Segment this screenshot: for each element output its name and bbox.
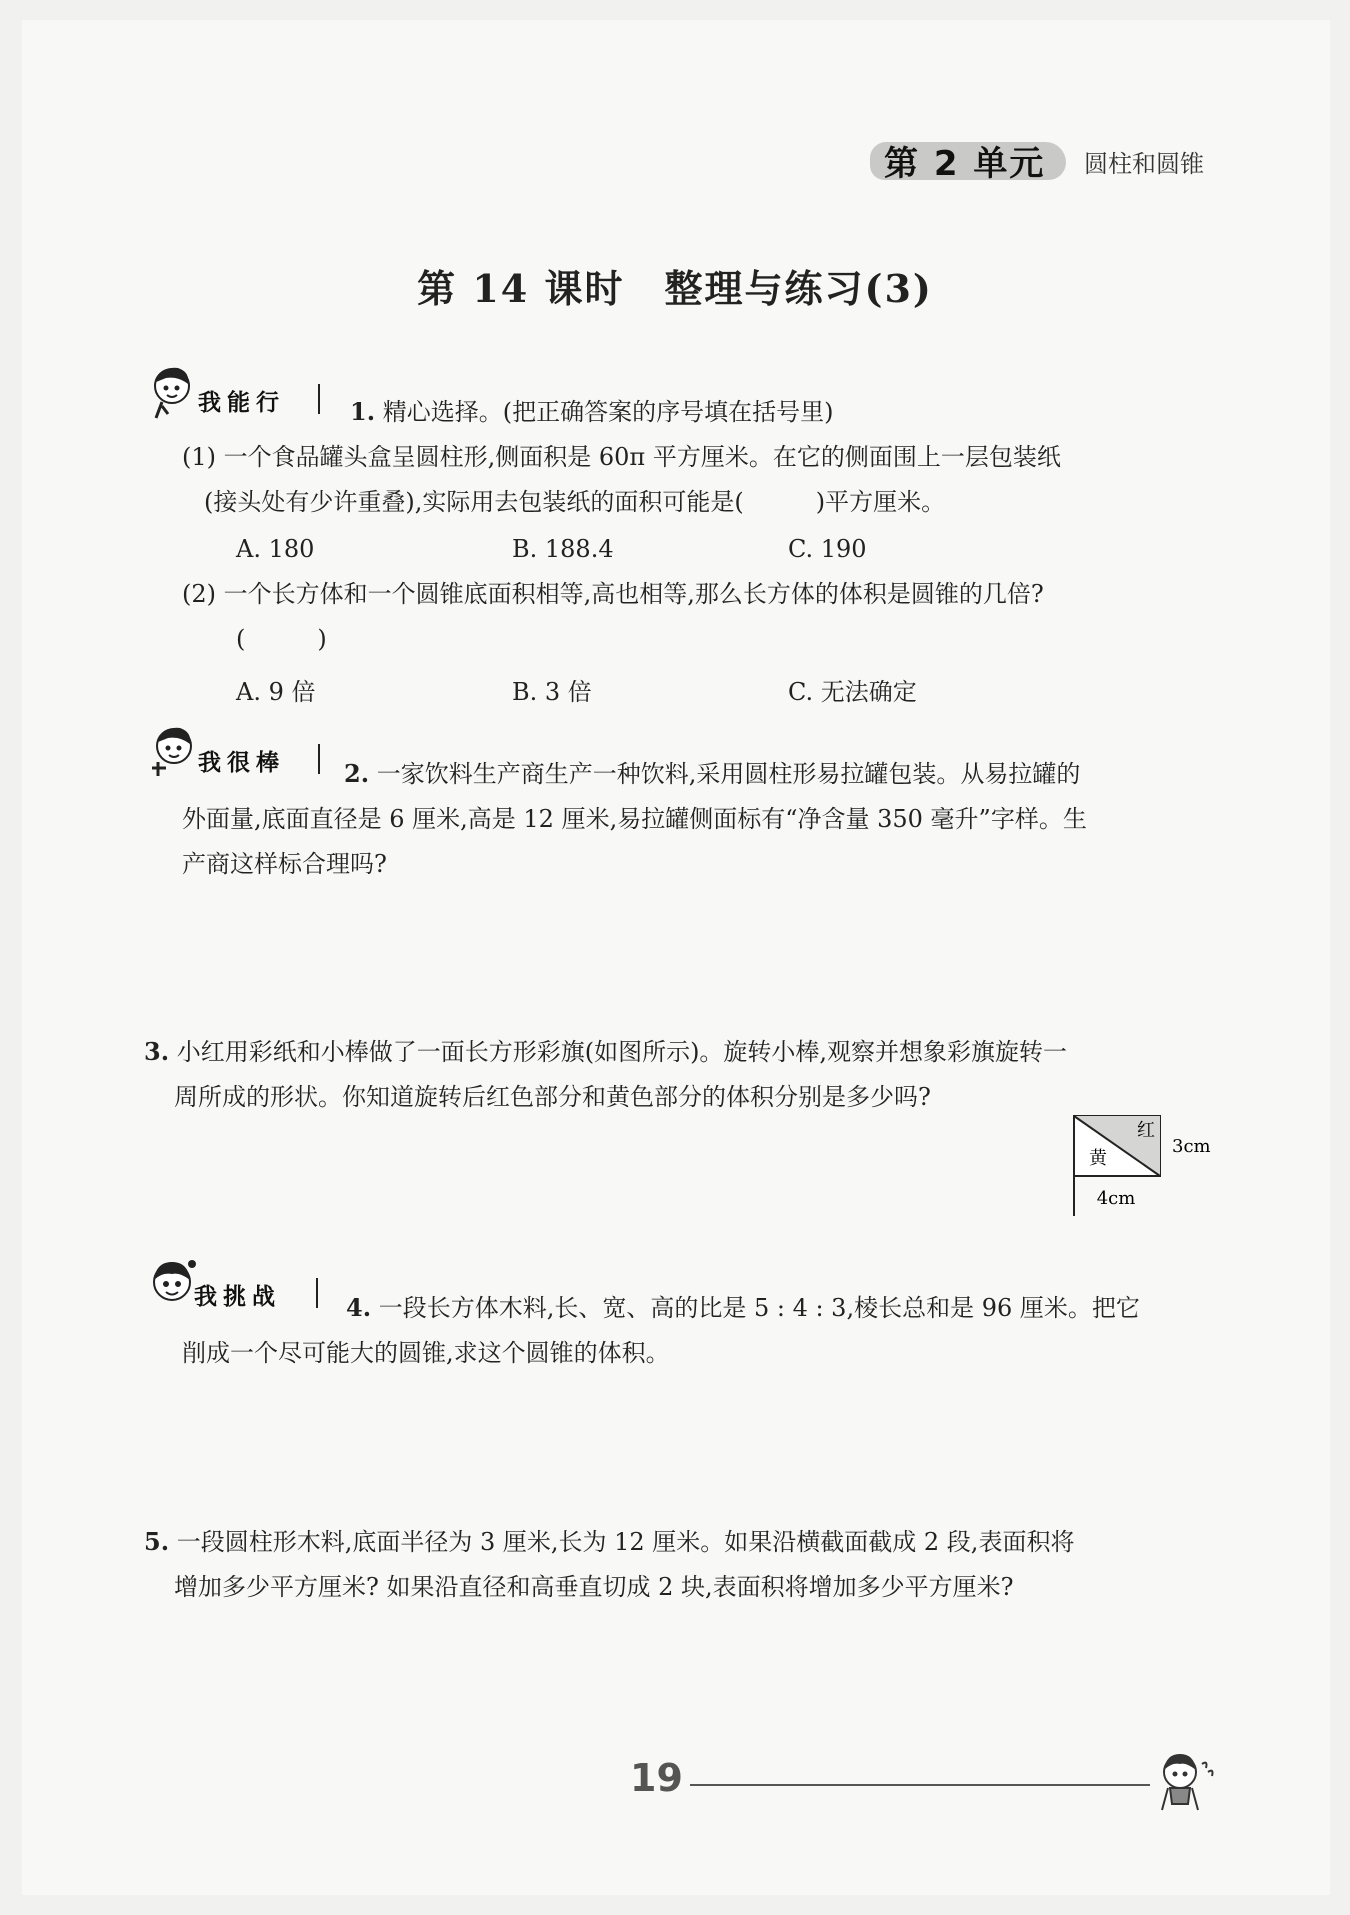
q2-text-line1: 一家饮料生产商生产一种饮料,采用圆柱形易拉罐包装。从易拉罐的 bbox=[376, 760, 1081, 788]
section-badge-great bbox=[148, 722, 328, 782]
q1-part1-option-b: B. 188.4 bbox=[512, 535, 614, 563]
q1-stem: 精心选择。(把正确答案的序号填在括号里) bbox=[382, 398, 834, 426]
lesson-title: 第 14 课时 整理与练习(3) bbox=[417, 266, 933, 311]
unit-subtitle: 圆柱和圆锥 bbox=[1084, 150, 1204, 178]
q5-line1 bbox=[144, 1520, 1074, 1564]
section-badge-challenge bbox=[144, 1256, 324, 1316]
flag-label-yellow: 黄 bbox=[1089, 1148, 1107, 1169]
q4-line1 bbox=[346, 1286, 1140, 1330]
flag-figure bbox=[1060, 1110, 1230, 1224]
q1-part2-option-a: A. 9 倍 bbox=[236, 678, 316, 706]
footer-mascot bbox=[1150, 1748, 1220, 1822]
q1-part2-option-b: B. 3 倍 bbox=[512, 678, 592, 706]
badge-divider bbox=[316, 1278, 318, 1308]
section-label-challenge: 我挑战 bbox=[194, 1284, 281, 1310]
flag-label-red: 红 bbox=[1137, 1120, 1155, 1141]
section-label-great: 我很棒 bbox=[198, 750, 285, 776]
flag-width-label: 4cm bbox=[1096, 1188, 1136, 1209]
section-badge-can-do bbox=[148, 362, 328, 422]
page-number: 19 bbox=[630, 1756, 683, 1800]
q5-line2: 增加多少平方厘米? 如果沿直径和高垂直切成 2 块,表面积将增加多少平方厘米? bbox=[174, 1573, 1014, 1601]
q4-number: 4. bbox=[346, 1293, 372, 1322]
q2-line2: 外面量,底面直径是 6 厘米,高是 12 厘米,易拉罐侧面标有“净含量 350 毫升”字样。生 bbox=[182, 805, 1087, 833]
q1-part1-line1: (1) 一个食品罐头盒呈圆柱形,侧面积是 60π 平方厘米。在它的侧面围上一层包装纸 bbox=[182, 443, 1061, 471]
q1-part2-option-c: C. 无法确定 bbox=[788, 678, 917, 706]
q4-line2: 削成一个尽可能大的圆锥,求这个圆锥的体积。 bbox=[182, 1339, 670, 1367]
q1-stem-line bbox=[350, 390, 833, 434]
flag-height-label: 3cm bbox=[1172, 1136, 1211, 1157]
badge-divider bbox=[318, 384, 320, 414]
q1-part2-line1: (2) 一个长方体和一个圆锥底面积相等,高也相等,那么长方体的体积是圆锥的几倍? bbox=[182, 580, 1044, 608]
q1-part1-line2: (接头处有少许重叠),实际用去包装纸的面积可能是( )平方厘米。 bbox=[204, 488, 946, 516]
q2-number: 2. bbox=[344, 759, 370, 788]
q3-text-line1: 小红用彩纸和小棒做了一面长方形彩旗(如图所示)。旋转小棒,观察并想象彩旗旋转一 bbox=[176, 1038, 1068, 1066]
q3-line2: 周所成的形状。你知道旋转后红色部分和黄色部分的体积分别是多少吗? bbox=[174, 1083, 931, 1111]
q1-number: 1. bbox=[350, 397, 376, 426]
footer-rule bbox=[690, 1784, 1150, 1786]
q1-part1-option-a: A. 180 bbox=[236, 535, 315, 563]
badge-divider bbox=[318, 744, 320, 774]
q2-line3: 产商这样标合理吗? bbox=[182, 850, 387, 878]
q5-text-line1: 一段圆柱形木料,底面半径为 3 厘米,长为 12 厘米。如果沿横截面截成 2 段,表面积将 bbox=[176, 1528, 1075, 1556]
q3-line1 bbox=[144, 1030, 1067, 1074]
section-label-can-do: 我能行 bbox=[198, 390, 285, 416]
q4-text-line1: 一段长方体木料,长、宽、高的比是 5 : 4 : 3,棱长总和是 96 厘米。把它 bbox=[378, 1294, 1140, 1322]
cartoon-mascot-icon bbox=[1150, 1748, 1220, 1818]
q2-line1 bbox=[344, 752, 1080, 796]
q1-part2-line2: ( ) bbox=[236, 625, 327, 653]
q3-number: 3. bbox=[144, 1037, 170, 1066]
q5-number: 5. bbox=[144, 1527, 170, 1556]
q1-part1-option-c: C. 190 bbox=[788, 535, 867, 563]
unit-title: 第 2 单元 bbox=[884, 144, 1046, 184]
